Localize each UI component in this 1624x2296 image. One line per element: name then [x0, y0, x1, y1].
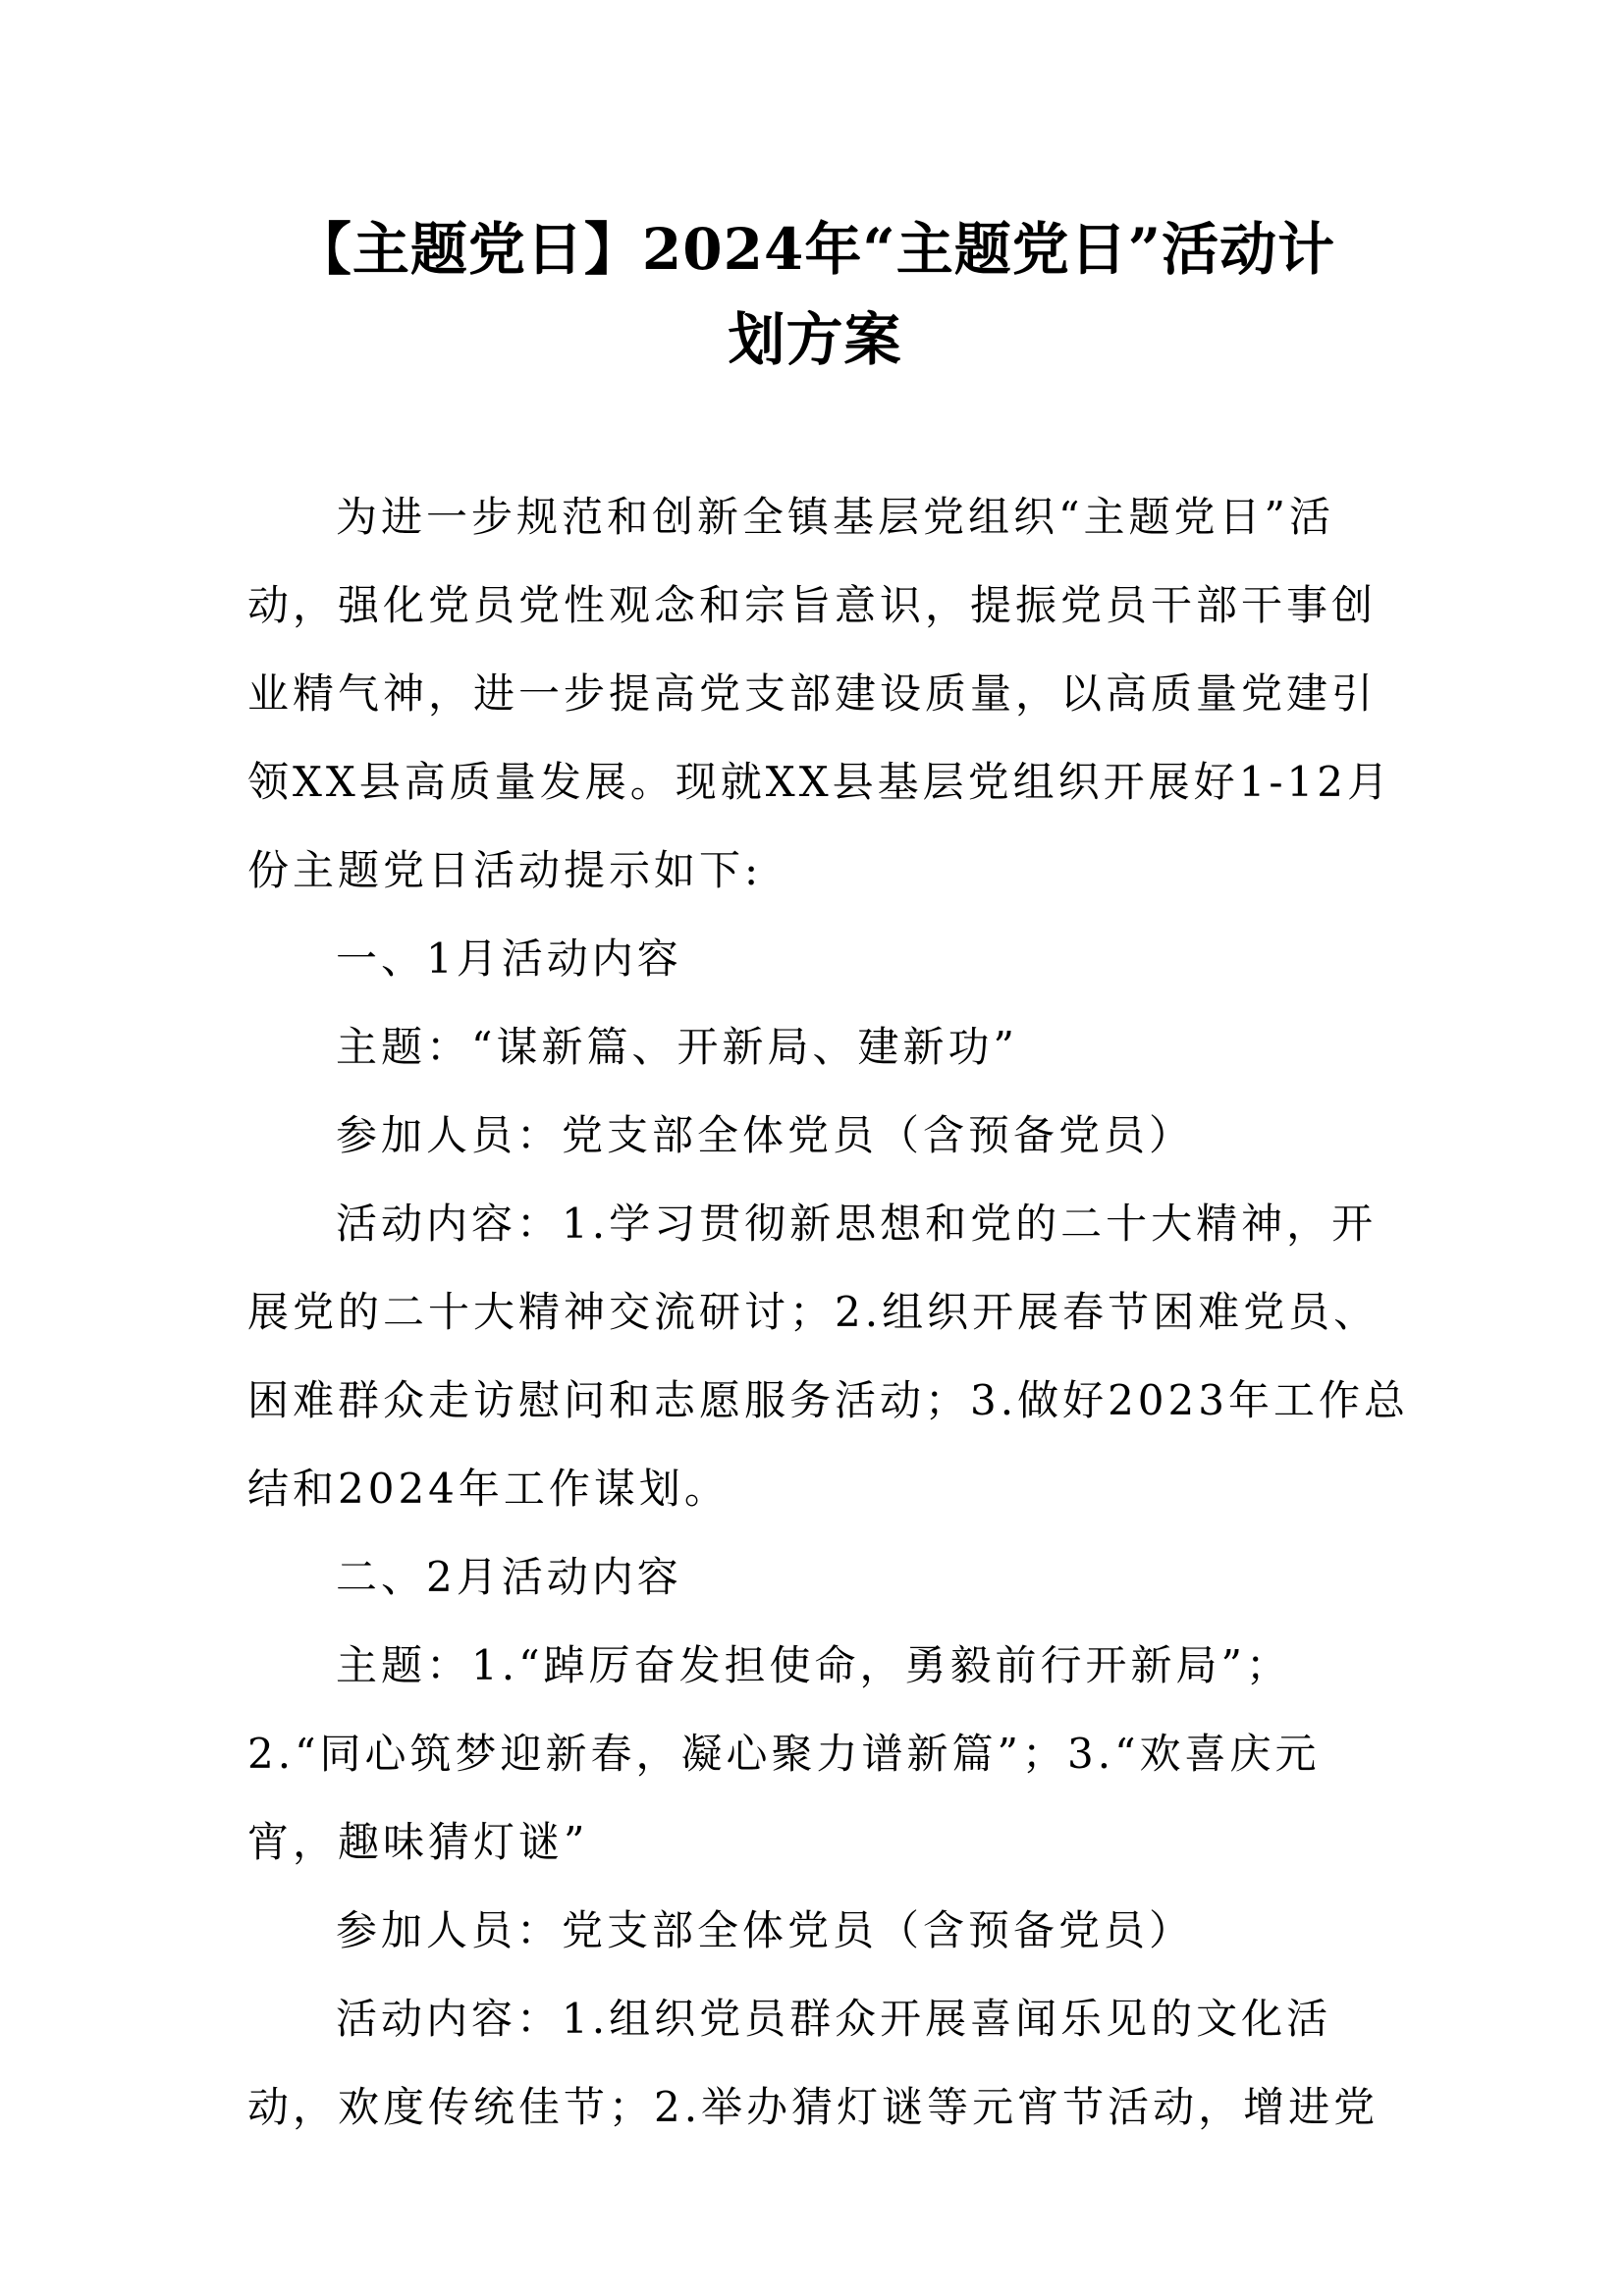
document-body — [247, 473, 1409, 2152]
section-heading-january: 一、1月活动内容 — [336, 934, 682, 983]
paragraph-intro-line-2: 动，强化党员党性观念和宗旨意识，提振党员干部干事创 — [247, 581, 1378, 629]
january-theme: 主题：“谋新篇、开新局、建新功” — [336, 1023, 1018, 1071]
february-theme-line-2: 2.“同心筑梦迎新春，凝心聚力谱新篇”；3.“欢喜庆元 — [247, 1730, 1321, 1778]
february-content-line-1: 活动内容：1.组织党员群众开展喜闻乐见的文化活 — [336, 1995, 1332, 2043]
january-content-line-3: 困难群众走访慰问和志愿服务活动；3.做好2023年工作总 — [247, 1376, 1409, 1424]
paragraph-intro-line-5: 份主题党日活动提示如下: — [247, 846, 763, 894]
february-content-line-2: 动，欢度传统佳节；2.举办猜灯谜等元宵节活动，增进党 — [247, 2083, 1380, 2131]
february-theme-line-1: 主题：1.“踔厉奋发担使命，勇毅前行开新局”； — [336, 1641, 1292, 1689]
document-title — [226, 204, 1404, 385]
paragraph-intro-line-3: 业精气神，进一步提高党支部建设质量，以高质量党建引 — [247, 669, 1378, 718]
section-heading-february: 二、2月活动内容 — [336, 1553, 682, 1601]
january-content-line-4: 结和2024年工作谋划。 — [247, 1465, 730, 1513]
february-participants: 参加人员：党支部全体党员（含预备党员） — [336, 1906, 1195, 1954]
january-participants: 参加人员：党支部全体党员（含预备党员） — [336, 1111, 1195, 1159]
january-content-line-1: 活动内容：1.学习贯彻新思想和党的二十大精神，开 — [336, 1200, 1378, 1248]
paragraph-intro-line-1: 为进一步规范和创新全镇基层党组织“主题党日”活 — [336, 493, 1334, 541]
title-line-1: 【主题党日】2024年“主题党日”活动计 — [294, 216, 1336, 283]
january-content-line-2: 展党的二十大精神交流研讨；2.组织开展春节困难党员、 — [247, 1288, 1380, 1336]
february-theme-line-3: 宵，趣味猜灯谜” — [247, 1818, 589, 1866]
paragraph-intro-line-4: 领XX县高质量发展。现就XX县基层党组织开展好1-12月 — [247, 758, 1392, 806]
title-line-2: 划方案 — [728, 306, 902, 373]
